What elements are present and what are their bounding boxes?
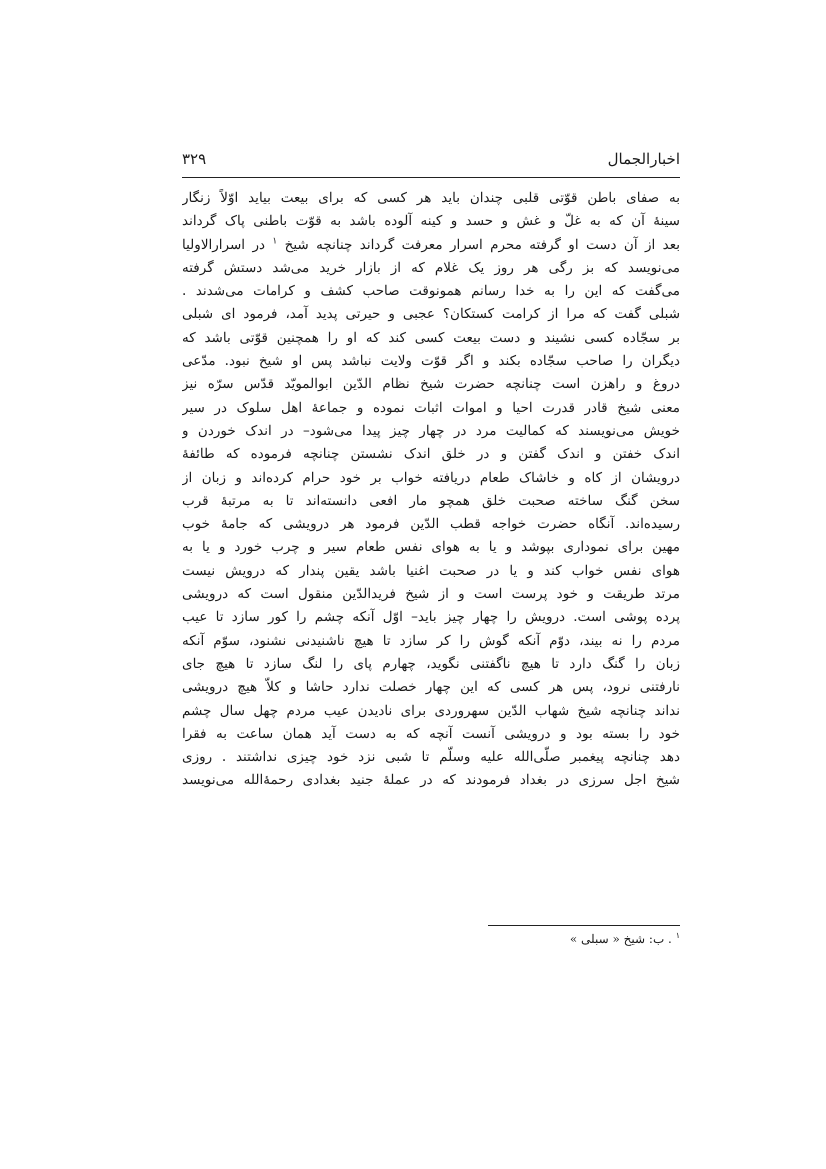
header-rule: [182, 177, 680, 178]
text-line: زبان را گنگ دارد تا هیچ ناگفتنی نگوید، چهارم پای را لنگ سازد تا هیچ جای: [182, 655, 680, 672]
footnote-text: . ب: شیخ « سبلی »: [569, 932, 672, 946]
text-line: می‌نویسد که بز رگی هر روز یک غلام که از بازار خرید می‌شد دستش گرفته: [182, 259, 680, 276]
text-line: اندک خفتن و اندک گفتن و در خلق اندک نشستن چنانچه فرموده که طائفهٔ: [182, 446, 680, 463]
running-title: اخبارالجمال: [607, 150, 680, 168]
text-line: شیخ اجل سرزی در بغداد فرمودند که در عملهٔ جنید بغدادی رحمهٔ‌الله می‌نویسد: [182, 772, 680, 789]
text-line: می‌گفت که این را به خدا رسانم همونوقت صاحب کشف و کرامات می‌شدند .: [182, 283, 680, 300]
text-line: نداند چنانچه شیخ شهاب الدّین سهروردی برای نادیدن عیب مردم چهل سال چشم: [182, 702, 680, 719]
text-line: سخن گنگ ساخته صحبت خلق همچو مار افعی دانسته‌اند تا به مرتبهٔ قرب: [182, 492, 680, 509]
text-line: پرده پوشی است. درویش را چهار چیز باید– اوّل آنکه چشم را کور سازد تا عیب: [182, 609, 680, 626]
text-line: درویشان از کاه و خاشاک طعام دریافته خواب بر خود حرام کرده‌اند و زبان از: [182, 469, 680, 486]
text-line: شبلی گفت که مرا از کرامت کستکان؟ عجبی و حیرتی پدید آمد، فرمود ای شبلی: [182, 306, 680, 323]
footnote: [570, 932, 680, 946]
text-line: سینهٔ آن که به غلّ و غش و حسد و کینه آلوده باشد به قوّت باطنی پاک گرداند: [182, 213, 680, 230]
text-line: بر سجّاده کسی نشیند و دست بیعت کسی کند که او را همچنین قوّتی باشد که: [182, 329, 680, 346]
text-line: دروغ و راهزن است چنانچه حضرت شیخ نظام الدّین ابوالمویّد قدّس سرّه نیز: [182, 376, 680, 393]
page-number: ۳۲۹: [182, 150, 207, 168]
text-line: خود را بسته بود و درویشی آنست آنچه که به دست آید همان ساعت به فقرا: [182, 725, 680, 742]
main-text: [182, 187, 680, 793]
footnote-rule: [488, 925, 680, 926]
running-header: [182, 150, 680, 174]
footnote-reference: ۱: [272, 236, 278, 247]
text-line: مرتد طریقت و خود پرست است و از شیخ فریدالدّین منقول است که درویشی: [182, 586, 680, 603]
text-line: هوای نفس خواب کند و یا در صحبت اغنیا باشد یقین پندار که درویش نیست: [182, 562, 680, 579]
text-line: معنی شیخ قادر قدرت احیا و اموات اثبات نموده و جماعهٔ اهل سلوک در سیر: [182, 399, 680, 416]
text-line: دیگران را صاحب سجّاده بکند و اگر قوّت ولایت نباشد پس او شیخ نبود. مدّعی: [182, 353, 680, 370]
text-line: دهد چنانچه پیغمبر صلّی‌الله علیه وسلّم تا شبی نزد خود چیزی نداشتند . روزی: [182, 749, 680, 766]
text-line-segment: بعد از آن دست او گرفته محرم اسرار معرفت گرداند چنانچه شیخ: [284, 236, 680, 253]
text-line: مردم را نه بیند، دوّم آنکه گوش را کر سازد تا هیچ ناشنیدنی نشنود، سوّم آنکه: [182, 632, 680, 649]
text-line: رسیده‌اند. آنگاه حضرت خواجه قطب الدّین فرمود هر درویشی که جامهٔ خوب: [182, 516, 680, 533]
text-line: خویش می‌نویسند که کمالیت مرد در چهار چیز پیدا می‌شود– در اندک خوردن و: [182, 422, 680, 439]
text-line-segment: در اسرارالاولیا: [182, 236, 265, 253]
text-line: مهین برای نموداری بپوشد و یا به هوای نفس طعام سیر و چرب خورد و یا به: [182, 539, 680, 556]
text-line: نارفتنی نرود، پس هر کسی که این چهار خصلت ندارد حاشا و کلاّ هیچ درویشی: [182, 679, 680, 696]
text-line: به صفای باطن قوّتی قلبی چندان باید هر کسی که برای بیعت بیاید اوّلاً زنگار: [182, 190, 680, 206]
text-line-with-footnote: [182, 234, 680, 257]
footnote-mark: ۱: [675, 931, 680, 940]
